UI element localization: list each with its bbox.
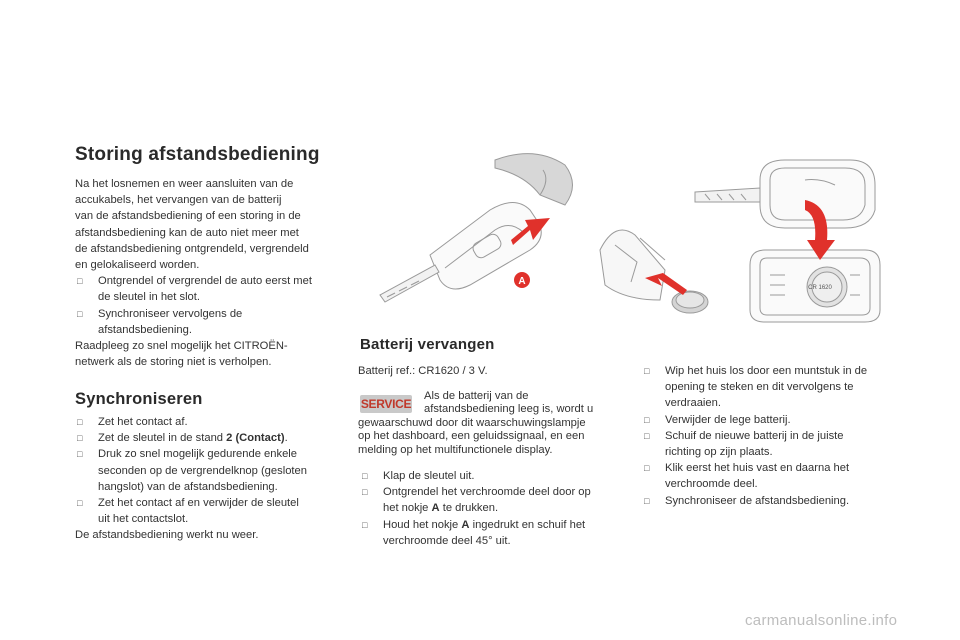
coin-battery-drawing bbox=[672, 291, 708, 313]
warning-line: gewaarschuwd door dit waarschuwingslampje bbox=[358, 417, 586, 429]
cover-drawing bbox=[495, 154, 573, 205]
key-top-right-drawing bbox=[695, 160, 875, 228]
warning-line: Als de batterij van de bbox=[424, 390, 529, 402]
warning-line: op het dashboard, een geluidssignaal, en een bbox=[358, 430, 585, 443]
batterij-bullets-left bbox=[360, 468, 625, 549]
footer-watermark: carmanualsonline.info bbox=[745, 612, 898, 629]
bullet-item: □ Ontgrendel of vergrendel de auto eerst met de sleutel in het slot. bbox=[75, 273, 345, 305]
bullet-item: □ Synchroniseer vervolgens de afstandsbediening. bbox=[75, 306, 345, 338]
bullet-item: □ Ontgrendel het verchroomde deel door op het nokje A te drukken. bbox=[360, 484, 625, 516]
battery-ref: Batterij ref.: CR1620 / 3 V. bbox=[358, 365, 488, 377]
bullet-item: □ Verwijder de lege batterij. bbox=[642, 412, 902, 428]
warning-line: melding op het multifunctionele display. bbox=[358, 443, 553, 456]
sync-bullets bbox=[75, 414, 345, 527]
storing-body bbox=[75, 176, 345, 370]
bullet-item: □ Zet het contact af. bbox=[75, 414, 345, 430]
synchroniseren-body bbox=[75, 414, 345, 544]
bullet-item: □ Klik eerst het huis vast en daarna het verchroomde deel. bbox=[642, 460, 902, 492]
intro-line: en gelokaliseerd worden. bbox=[75, 259, 200, 272]
storing-bullets bbox=[75, 273, 345, 338]
label-a-marker bbox=[514, 272, 530, 288]
batterij-bullets-right bbox=[642, 363, 902, 509]
section-title-storing: Storing afstandsbediening bbox=[75, 144, 320, 165]
outro-line: netwerk als de storing niet is verholpen. bbox=[75, 356, 272, 369]
intro-line: afstandsbediening kan de auto niet meer met bbox=[75, 226, 299, 239]
bullet-item: □ Wip het huis los door een muntstuk in de opening te steken en dit vervolgens te verdraaien. bbox=[642, 363, 902, 412]
bullet-item: □ Schuif de nieuwe batterij in de juiste richting op zijn plaats. bbox=[642, 428, 902, 460]
bullet-item: □ Houd het nokje A ingedrukt en schuif het verchroomde deel 45° uit. bbox=[360, 517, 625, 549]
label-a-text: A bbox=[518, 276, 526, 287]
warning-text-bottom bbox=[358, 417, 620, 457]
warning-line: afstandsbediening leeg is, wordt u bbox=[424, 403, 594, 416]
bullet-item: □ Klap de sleutel uit. bbox=[360, 468, 625, 484]
intro-line: de afstandsbediening ontgrendeld, vergrendeld bbox=[75, 242, 309, 255]
intro-line: Na het losnemen en weer aansluiten van de bbox=[75, 178, 294, 190]
opened-fob-drawing bbox=[600, 230, 665, 300]
battery-replacement-illustration bbox=[365, 150, 895, 330]
service-warning-icon: SERVICE bbox=[360, 397, 412, 411]
intro-line: accukabels, het vervangen van de batterij bbox=[75, 194, 282, 207]
intro-line: van de afstandsbediening of een storing in de bbox=[75, 210, 301, 223]
outro-line: Raadpleeg zo snel mogelijk het CITROËN- bbox=[75, 340, 288, 353]
key-fob-drawing bbox=[380, 203, 541, 303]
bullet-item: □ Synchroniseer de afstandsbediening. bbox=[642, 493, 902, 509]
section-title-batterij: Batterij vervangen bbox=[360, 336, 495, 353]
section-title-synchroniseren: Synchroniseren bbox=[75, 390, 203, 408]
bullet-item: □ Zet de sleutel in de stand 2 (Contact). bbox=[75, 430, 345, 446]
bullet-item: □ Zet het contact af en verwijder de sleutel uit het contactslot. bbox=[75, 495, 345, 527]
bullet-item: □ Druk zo snel mogelijk gedurende enkele seconden op de vergrendelknop (gesloten hangslot) van de afstandsbediening. bbox=[75, 446, 345, 495]
warning-text-top bbox=[424, 390, 620, 417]
battery-label: CR 1620 bbox=[808, 285, 832, 291]
sync-outro: De afstandsbediening werkt nu weer. bbox=[75, 529, 259, 542]
